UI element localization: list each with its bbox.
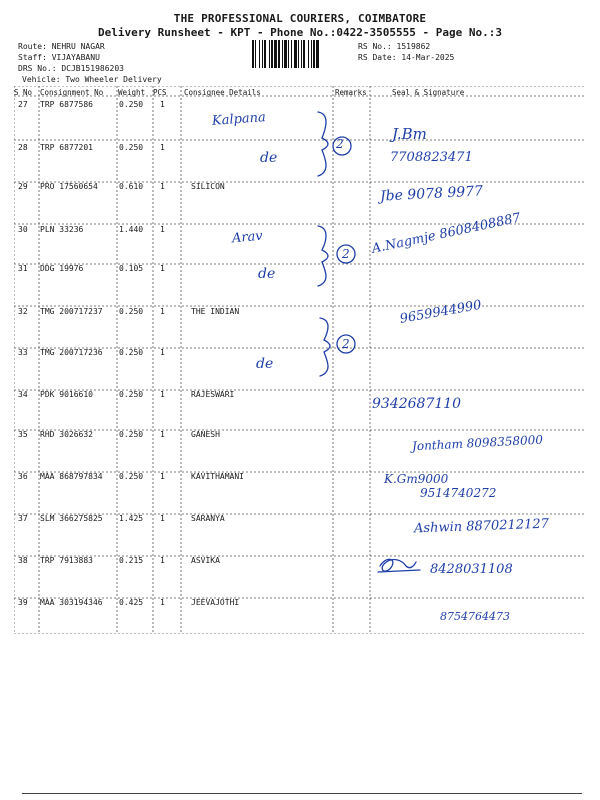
- row-weight: 0.425: [119, 598, 144, 607]
- signature-scribble-icon: [380, 559, 416, 571]
- row-pcs: 1: [160, 430, 165, 439]
- row-consignee: RAJESWARI: [191, 390, 235, 399]
- row-sno: 33: [18, 348, 28, 357]
- circle-icon: [337, 335, 355, 353]
- row-sno: 28: [18, 143, 28, 152]
- row-pcs: 1: [160, 307, 165, 316]
- row-pcs: 1: [160, 225, 165, 234]
- row-consignment-no: TRP 7913883: [40, 556, 93, 565]
- col-seal-signature: Seal & Signature: [392, 88, 465, 97]
- row-pcs: 1: [160, 143, 165, 152]
- row-consignment-no: DDG 19976: [40, 264, 84, 273]
- row-weight: 0.610: [119, 182, 144, 191]
- row-sno: 30: [18, 225, 28, 234]
- row-consignee: GANESH: [191, 430, 220, 439]
- row-sno: 35: [18, 430, 28, 439]
- runsheet-title: THE PROFESSIONAL COURIERS, COIMBATORE: [173, 12, 427, 25]
- handwritten-phone: 9514740272: [420, 486, 497, 500]
- row-pcs: 1: [160, 390, 165, 399]
- row-consignment-no: TRP 6877201: [40, 143, 93, 152]
- col-sno: S No: [14, 88, 33, 97]
- col-consignment: Consignment No: [40, 88, 104, 97]
- row-consignee: JEEVAJOTHI: [191, 598, 240, 607]
- handwritten-phone: 9659944990: [398, 297, 483, 327]
- row-consignment-no: TMG 200717237: [40, 307, 103, 316]
- row-pcs: 1: [160, 598, 165, 607]
- row-pcs: 1: [160, 264, 165, 273]
- handwritten-mark: de: [258, 266, 276, 282]
- row-sno: 27: [18, 100, 28, 109]
- brace-icon: [318, 226, 328, 286]
- row-weight: 0.250: [119, 348, 144, 357]
- row-consignment-no: TRP 6877586: [40, 100, 93, 109]
- row-weight: 0.250: [119, 472, 144, 481]
- handwritten-name-kalpana: Kalpana: [211, 110, 267, 129]
- staff-label: Staff: VIJAYABANU: [18, 53, 100, 62]
- handwritten-signature: J.Bm: [392, 125, 427, 143]
- handwritten-signature: Ashwin 8870212127: [413, 516, 550, 537]
- row-weight: 0.105: [119, 264, 144, 273]
- circle-icon: [337, 245, 355, 263]
- row-weight: 1.425: [119, 514, 144, 523]
- handwritten-phone: 7708823471: [390, 150, 473, 165]
- vehicle-label: Vehicle: Two Wheeler Delivery: [22, 75, 162, 84]
- handwritten-phone: 8428031108: [430, 562, 513, 577]
- row-consignment-no: PLN 33236: [40, 225, 84, 234]
- row-consignee: SILICON: [191, 182, 225, 191]
- handwritten-signature: Jontham 8098358000: [411, 432, 544, 454]
- col-weight: Weight: [118, 88, 146, 97]
- handwritten-phone: 8754764473: [440, 610, 510, 623]
- row-consignment-no: MAA 303194346: [40, 598, 103, 607]
- row-pcs: 1: [160, 556, 165, 565]
- drs-label: DRS No.: DCJB151986203: [18, 64, 124, 73]
- row-pcs: 1: [160, 348, 165, 357]
- row-weight: 0.250: [119, 307, 144, 316]
- row-weight: 0.250: [119, 390, 144, 399]
- handwritten-phone: 9342687110: [372, 396, 462, 412]
- row-sno: 29: [18, 182, 28, 191]
- col-remarks: Remarks: [335, 88, 367, 97]
- route-label: Route: NEHRU NAGAR: [18, 42, 105, 51]
- row-sno: 32: [18, 307, 28, 316]
- row-consignment-no: SLM 366275825: [40, 514, 103, 523]
- row-sno: 34: [18, 390, 28, 399]
- handwritten-mark: de: [256, 356, 274, 372]
- row-sno: 31: [18, 264, 28, 273]
- row-pcs: 1: [160, 182, 165, 191]
- circle-icon: [333, 137, 351, 155]
- row-sno: 36: [18, 472, 28, 481]
- row-consignment-no: RHD 3026632: [40, 430, 93, 439]
- handwritten-mark: de: [260, 150, 278, 166]
- row-weight: 0.250: [119, 430, 144, 439]
- handwritten-signature: A.Nagmje 8608408887: [370, 210, 523, 257]
- rs-number: RS No.: 1519862: [358, 42, 431, 51]
- handwritten-count: 2: [342, 247, 350, 261]
- row-pcs: 1: [160, 472, 165, 481]
- page-footer-rule: [22, 793, 582, 794]
- handwritten-name-arav: Arav: [231, 228, 264, 247]
- row-weight: 0.250: [119, 143, 144, 152]
- handwritten-count: 2: [342, 337, 350, 351]
- handwritten-signature: Jbe 9078 9977: [379, 183, 484, 205]
- row-weight: 1.440: [119, 225, 144, 234]
- row-consignment-no: PDK 9016610: [40, 390, 93, 399]
- row-consignee: KAVITHAMANI: [191, 472, 244, 481]
- row-consignee: ASVIKA: [191, 556, 220, 565]
- handwritten-signature: K.Gm9000: [384, 472, 449, 486]
- handwritten-count: 2: [336, 137, 344, 151]
- col-consignee: Consignee Details: [184, 88, 261, 97]
- row-sno: 37: [18, 514, 28, 523]
- row-consignee: SARANYA: [191, 514, 225, 523]
- row-sno: 39: [18, 598, 28, 607]
- row-consignee: THE INDIAN: [191, 307, 240, 316]
- col-pcs: PCS: [153, 88, 167, 97]
- brace-icon: [318, 112, 328, 176]
- row-consignment-no: MAA 868797834: [40, 472, 103, 481]
- rs-date: RS Date: 14-Mar-2025: [358, 53, 455, 62]
- row-weight: 0.215: [119, 556, 144, 565]
- row-pcs: 1: [160, 514, 165, 523]
- row-consignment-no: TMG 200717236: [40, 348, 103, 357]
- brace-icon: [320, 318, 330, 376]
- row-weight: 0.250: [119, 100, 144, 109]
- row-pcs: 1: [160, 100, 165, 109]
- runsheet-subtitle: Delivery Runsheet - KPT - Phone No.:0422-3505555 - Page No.:3: [98, 26, 502, 39]
- row-consignment-no: PRO 17560654: [40, 182, 98, 191]
- row-sno: 38: [18, 556, 28, 565]
